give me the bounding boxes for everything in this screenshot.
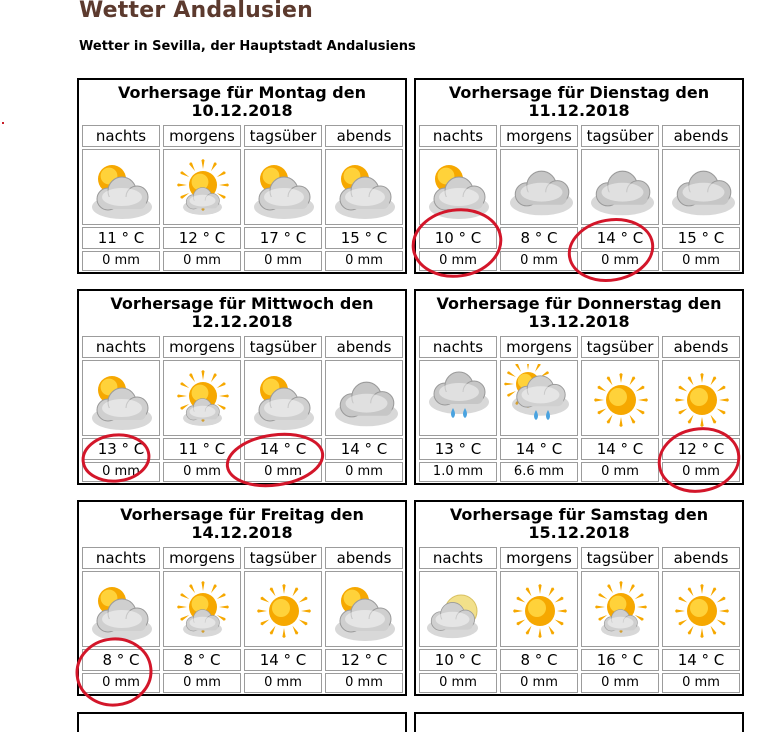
period-header: morgens bbox=[163, 547, 241, 569]
precipitation-value: 0 mm bbox=[500, 251, 578, 271]
precipitation-value: 0 mm bbox=[662, 673, 740, 693]
sun-small-cloud-icon bbox=[164, 575, 240, 645]
precipitation-value: 0 mm bbox=[419, 251, 497, 271]
sun-small-cloud-icon bbox=[164, 153, 240, 223]
temperature-value: 8 ° C bbox=[82, 649, 160, 671]
sun-small-cloud-icon bbox=[164, 364, 240, 434]
cloud-icon bbox=[326, 364, 402, 434]
period-header: abends bbox=[662, 125, 740, 147]
forecast-title-date: 10.12.2018 bbox=[191, 101, 293, 120]
weather-icon-cell bbox=[244, 360, 322, 436]
period-header: abends bbox=[662, 547, 740, 569]
precipitation-value: 0 mm bbox=[662, 462, 740, 482]
period-header: tagsüber bbox=[244, 547, 322, 569]
weather-icon-cell bbox=[244, 149, 322, 225]
temperature-value: 10 ° C bbox=[419, 227, 497, 249]
forecast-title-day: Vorhersage für Mittwoch den bbox=[110, 294, 374, 313]
weather-icon-cell bbox=[581, 360, 659, 436]
temperature-value: 11 ° C bbox=[82, 227, 160, 249]
period-header: tagsüber bbox=[581, 547, 659, 569]
forecast-title-date: 12.12.2018 bbox=[191, 312, 293, 331]
stray-dot bbox=[2, 122, 4, 124]
sun-icon bbox=[501, 575, 577, 645]
period-header: tagsüber bbox=[244, 336, 322, 358]
sun-icon bbox=[663, 364, 739, 434]
partly-cloudy-icon bbox=[420, 153, 496, 223]
temperature-value: 13 ° C bbox=[82, 438, 160, 460]
weather-icon-cell bbox=[500, 360, 578, 436]
partly-cloudy-icon bbox=[83, 153, 159, 223]
period-header: nachts bbox=[82, 547, 160, 569]
weather-icon-cell bbox=[419, 571, 497, 647]
partly-cloudy-icon bbox=[245, 364, 321, 434]
temperature-value: 14 ° C bbox=[244, 649, 322, 671]
temperature-value: 14 ° C bbox=[581, 438, 659, 460]
temperature-value: 8 ° C bbox=[163, 649, 241, 671]
temperature-value: 10 ° C bbox=[419, 649, 497, 671]
period-header: nachts bbox=[419, 547, 497, 569]
weather-icon-cell bbox=[581, 571, 659, 647]
sun-icon bbox=[582, 364, 658, 434]
temperature-value: 12 ° C bbox=[662, 438, 740, 460]
partly-cloudy-icon bbox=[326, 153, 402, 223]
weather-icon-cell bbox=[662, 149, 740, 225]
precipitation-value: 0 mm bbox=[244, 673, 322, 693]
period-header: abends bbox=[325, 125, 403, 147]
forecast-card bbox=[414, 289, 744, 485]
temperature-value: 8 ° C bbox=[500, 649, 578, 671]
weather-icon-cell bbox=[581, 149, 659, 225]
precipitation-value: 0 mm bbox=[244, 251, 322, 271]
forecast-title bbox=[416, 295, 742, 331]
precipitation-value: 0 mm bbox=[581, 462, 659, 482]
weather-icon-cell bbox=[82, 149, 160, 225]
period-header: morgens bbox=[500, 336, 578, 358]
period-header: nachts bbox=[419, 336, 497, 358]
forecast-card-partial-left bbox=[77, 712, 407, 732]
forecast-title bbox=[79, 84, 405, 120]
partly-cloudy-icon bbox=[83, 364, 159, 434]
period-header: abends bbox=[325, 336, 403, 358]
precipitation-value: 0 mm bbox=[581, 251, 659, 271]
temperature-value: 11 ° C bbox=[163, 438, 241, 460]
precipitation-value: 1.0 mm bbox=[419, 462, 497, 482]
precipitation-value: 0 mm bbox=[82, 462, 160, 482]
precipitation-value: 0 mm bbox=[82, 673, 160, 693]
temperature-value: 15 ° C bbox=[662, 227, 740, 249]
partly-cloudy-icon bbox=[245, 153, 321, 223]
precipitation-value: 0 mm bbox=[325, 251, 403, 271]
forecast-title bbox=[416, 84, 742, 120]
precipitation-value: 0 mm bbox=[163, 462, 241, 482]
cloud-icon bbox=[582, 153, 658, 223]
temperature-value: 14 ° C bbox=[244, 438, 322, 460]
temperature-value: 14 ° C bbox=[662, 649, 740, 671]
precipitation-value: 0 mm bbox=[581, 673, 659, 693]
precipitation-value: 0 mm bbox=[163, 673, 241, 693]
forecast-title-day: Vorhersage für Freitag den bbox=[120, 505, 364, 524]
period-header: abends bbox=[662, 336, 740, 358]
weather-icon-cell bbox=[500, 149, 578, 225]
sun-rain-cloud-icon bbox=[501, 364, 577, 434]
period-header: morgens bbox=[500, 547, 578, 569]
cloud-icon bbox=[501, 153, 577, 223]
weather-icon-cell bbox=[662, 571, 740, 647]
period-header: tagsüber bbox=[581, 336, 659, 358]
weather-icon-cell bbox=[325, 360, 403, 436]
weather-icon-cell bbox=[163, 360, 241, 436]
period-header: nachts bbox=[82, 336, 160, 358]
period-header: morgens bbox=[163, 125, 241, 147]
period-header: tagsüber bbox=[581, 125, 659, 147]
temperature-value: 8 ° C bbox=[500, 227, 578, 249]
rain-cloud-icon bbox=[420, 364, 496, 434]
forecast-card bbox=[77, 289, 407, 485]
forecast-title-day: Vorhersage für Dienstag den bbox=[448, 83, 710, 102]
temperature-value: 14 ° C bbox=[325, 438, 403, 460]
period-header: morgens bbox=[163, 336, 241, 358]
forecast-title-date: 15.12.2018 bbox=[528, 523, 630, 542]
temperature-value: 12 ° C bbox=[325, 649, 403, 671]
page-title: Wetter Andalusien bbox=[79, 0, 313, 23]
temperature-value: 15 ° C bbox=[325, 227, 403, 249]
temperature-value: 16 ° C bbox=[581, 649, 659, 671]
period-header: morgens bbox=[500, 125, 578, 147]
precipitation-value: 0 mm bbox=[662, 251, 740, 271]
sun-small-cloud-icon bbox=[582, 575, 658, 645]
precipitation-value: 0 mm bbox=[82, 251, 160, 271]
precipitation-value: 0 mm bbox=[163, 251, 241, 271]
weather-icon-cell bbox=[163, 571, 241, 647]
partly-cloudy-icon bbox=[326, 575, 402, 645]
partly-cloudy-icon bbox=[83, 575, 159, 645]
forecast-title-date: 14.12.2018 bbox=[191, 523, 293, 542]
cloud-icon bbox=[663, 153, 739, 223]
temperature-value: 14 ° C bbox=[581, 227, 659, 249]
moon-cloud-icon bbox=[420, 575, 496, 645]
temperature-value: 12 ° C bbox=[163, 227, 241, 249]
sun-icon bbox=[663, 575, 739, 645]
sun-icon bbox=[245, 575, 321, 645]
weather-icon-cell bbox=[325, 571, 403, 647]
weather-icon-cell bbox=[419, 360, 497, 436]
period-header: nachts bbox=[419, 125, 497, 147]
precipitation-value: 0 mm bbox=[419, 673, 497, 693]
forecast-title-date: 13.12.2018 bbox=[528, 312, 630, 331]
period-header: tagsüber bbox=[244, 125, 322, 147]
forecast-card bbox=[77, 500, 407, 696]
temperature-value: 13 ° C bbox=[419, 438, 497, 460]
forecast-card-partial-right bbox=[414, 712, 744, 732]
weather-icon-cell bbox=[662, 360, 740, 436]
weather-icon-cell bbox=[163, 149, 241, 225]
forecast-card bbox=[77, 78, 407, 274]
forecast-title-date: 11.12.2018 bbox=[528, 101, 630, 120]
forecast-title-day: Vorhersage für Donnerstag den bbox=[436, 294, 722, 313]
forecast-card bbox=[414, 500, 744, 696]
precipitation-value: 0 mm bbox=[325, 673, 403, 693]
precipitation-value: 0 mm bbox=[244, 462, 322, 482]
weather-icon-cell bbox=[419, 149, 497, 225]
forecast-title bbox=[416, 506, 742, 542]
forecast-title bbox=[79, 506, 405, 542]
forecast-card bbox=[414, 78, 744, 274]
forecast-title-day: Vorhersage für Montag den bbox=[118, 83, 366, 102]
weather-icon-cell bbox=[82, 360, 160, 436]
precipitation-value: 6.6 mm bbox=[500, 462, 578, 482]
weather-icon-cell bbox=[82, 571, 160, 647]
precipitation-value: 0 mm bbox=[325, 462, 403, 482]
forecast-title-day: Vorhersage für Samstag den bbox=[449, 505, 709, 524]
weather-icon-cell bbox=[244, 571, 322, 647]
period-header: nachts bbox=[82, 125, 160, 147]
weather-icon-cell bbox=[500, 571, 578, 647]
period-header: abends bbox=[325, 547, 403, 569]
weather-icon-cell bbox=[325, 149, 403, 225]
precipitation-value: 0 mm bbox=[500, 673, 578, 693]
page-subtitle: Wetter in Sevilla, der Hauptstadt Andalusiens bbox=[79, 39, 416, 54]
forecast-title bbox=[79, 295, 405, 331]
temperature-value: 14 ° C bbox=[500, 438, 578, 460]
temperature-value: 17 ° C bbox=[244, 227, 322, 249]
